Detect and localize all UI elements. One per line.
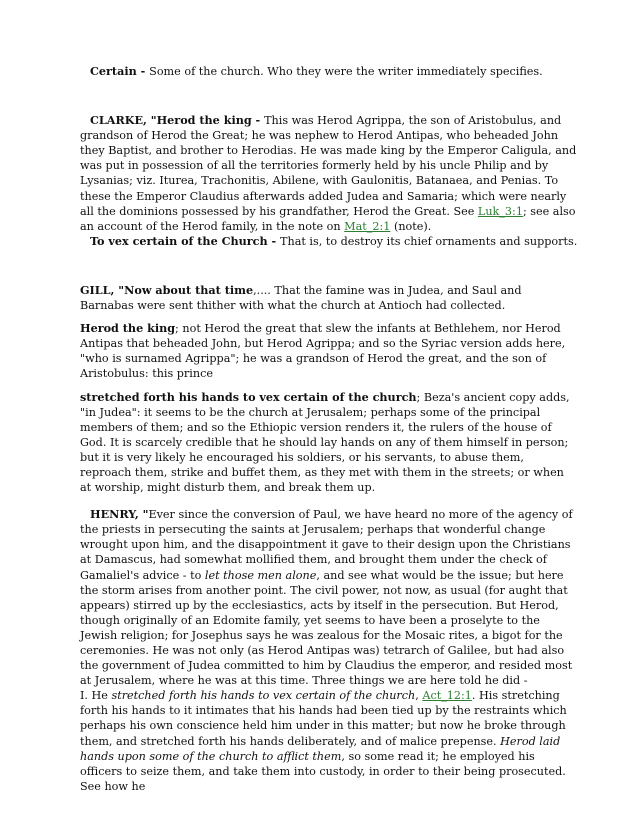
clarke-vex-lead: To vex certain of the Church - <box>90 233 281 248</box>
henry-point-1-italic-2: Herod laid hands upon some of the church to afflict them <box>80 734 561 763</box>
gill-stretch-body: ; Beza's ancient copy adds, "in Judea": it seems to be the church at Jerusalem; perhaps some of the principal members of them; and so the Ethiopic version renders it, the rulers of the house of God. It is scarcely credible that he should lay hands on any of them himself in person; but it is very likely he encouraged his soldiers, or his servants, to abuse them, reproach them, strike and buffet them, as they met with them in the streets; or when at worship, might disturb them, and break them up. <box>80 390 570 495</box>
certain-paragraph <box>80 64 578 79</box>
gill-stretch-paragraph <box>80 390 578 496</box>
henry-lead: HENRY, " <box>90 507 149 522</box>
henry-body-1: Ever since the conversion of Paul, we have heard no more of the agency of the priests in persecuting the saints at Jerusalem; perhaps that wonderful change wrought upon him, and the disappointment it gave to their design upon the Christians at Damascus, had somewhat mollified them, and brought them under the check of Gamaliel's advice - to <box>80 508 573 582</box>
certain-body: Some of the church. Who they were the writer immediately specifies. <box>149 65 543 78</box>
ref-link-luk-3-1[interactable]: Luk_3:1 <box>477 204 523 218</box>
certain-lead: Certain - <box>90 64 150 78</box>
gill-herod-lead: Herod the king <box>80 321 176 336</box>
henry-point-1-c: . His stretching forth his hands to it intimates that his hands had been tied up by the restraints which perhaps his own conscience held him under in this matter; but now he broke through them, and stretched forth his hands deliberately, and of malice prepense. <box>80 689 567 748</box>
clarke-vex-paragraph <box>80 234 578 249</box>
henry-point-1-b: , <box>415 689 423 703</box>
henry-italic-1: let those men alone <box>204 568 317 582</box>
clarke-vex-body: That is, to destroy its chief ornaments and supports. <box>280 234 578 248</box>
ref-link-act-12-1[interactable]: Act_12:1 <box>422 689 472 703</box>
henry-point-1-d: , so some read it; he employed his officers to seize them, and take them into custody, in order to their being prosecuted. See how he <box>80 749 566 793</box>
clarke-paragraph <box>80 113 578 234</box>
henry-paragraph <box>80 507 578 688</box>
henry-point-1-a: I. He <box>80 689 112 703</box>
gill-lead: GILL, "Now about that time <box>80 282 254 297</box>
gill-stretch-lead: stretched forth his hands to vex certain of the church <box>80 389 417 404</box>
henry-point-1-italic: stretched forth his hands to vex certain of the church <box>111 689 416 703</box>
gill-herod-body: ; not Herod the great that slew the infants at Bethlehem, nor Herod Antipas that beheaded John, but Herod Agrippa; and so the Syriac version adds here, "who is surnamed Agrippa"; he was a grandson of Herod the great, and the son of Aristobulus: this prince <box>80 322 566 381</box>
henry-body-2: , and see what would be the issue; but here the storm arises from another point. The civil power, not now, as usual (for aught that appears) stirred up by the ecclesiastics, acts by itself in the persecution. But Herod, though originally of an Edomite family, yet seems to have been a proselyte to the Jewish religion; for Josephus says he was zealous for the Mosaic rites, a bigot for the ceremonies. He was not only (as Herod Antipas was) tetrarch of Galilee, but had also the government of Judea committed to him by Claudius the emperor, and resided most at Jerusalem, where he was at this time. Three things we are here told he did - <box>80 568 573 688</box>
clarke-body-2: ; see also an account of the Herod family, in the note on <box>80 204 576 233</box>
gill-body: ,.... That the famine was in Judea, and Saul and Barnabas were sent thither with what the church at Antioch had collected. <box>80 283 522 313</box>
gill-herod-paragraph <box>80 321 578 381</box>
ref-link-mat-2-1[interactable]: Mat_2:1 <box>344 219 391 233</box>
clarke-body-3: (note). <box>390 219 432 233</box>
henry-point-1-paragraph <box>80 688 578 794</box>
gill-paragraph <box>80 283 578 313</box>
clarke-body-1: This was Herod Agrippa, the son of Aristobulus, and grandson of Herod the Great; he was nephew to Herod Antipas, who beheaded John they Baptist, and brother to Herodias. He was made king by the Emperor Caligula, and was put in possession of all the territories formerly held by his uncle Philip and by Lysanias; viz. Iturea, Trachonitis, Abilene, with Gaulonitis, Batanaea, and Penias. To these the Emperor Claudius afterwards added Judea and Samaria; which were nearly all the dominions possessed by his grandfather, Herod the Great. See <box>80 114 577 218</box>
clarke-lead: CLARKE, "Herod the king - <box>90 113 265 128</box>
